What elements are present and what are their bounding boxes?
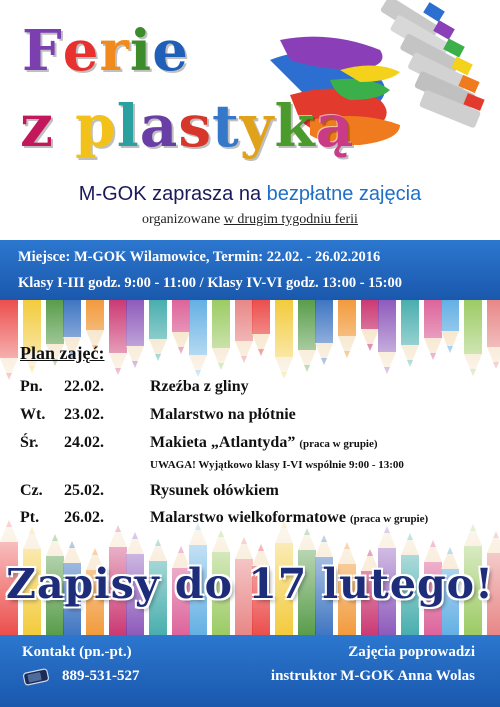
title-letter: a bbox=[139, 92, 179, 160]
title-letter: e bbox=[152, 18, 189, 84]
title-line-2 bbox=[20, 92, 354, 160]
instructor-intro: Zajęcia poprowadzi bbox=[348, 644, 475, 660]
schedule-date: 25.02. bbox=[64, 482, 104, 499]
schedule-day: Pn. bbox=[20, 378, 43, 395]
schedule-date: 26.02. bbox=[64, 509, 104, 526]
schedule-date: 22.02. bbox=[64, 378, 104, 395]
info-location-dates: Miejsce: M-GOK Wilamowice, Termin: 22.02. - 26.02.2016 bbox=[18, 249, 381, 265]
info-bar bbox=[0, 240, 500, 300]
schedule-activity-name: Makieta „Atlantyda” bbox=[150, 434, 296, 451]
instructor-name: instruktor M-GOK Anna Wolas bbox=[270, 668, 475, 684]
phone-number[interactable]: 889-531-527 bbox=[62, 668, 140, 684]
schedule-day: Wt. bbox=[20, 406, 46, 423]
schedule-day: Cz. bbox=[20, 482, 43, 499]
schedule-activity bbox=[150, 509, 428, 527]
footer-bar bbox=[0, 635, 500, 707]
title-letter bbox=[54, 92, 75, 160]
plan-heading: Plan zajęć: bbox=[20, 343, 105, 363]
title-letter: F bbox=[22, 18, 63, 84]
title-letter: p bbox=[75, 92, 117, 160]
phone-icon bbox=[22, 668, 50, 686]
title-letter: s bbox=[178, 92, 212, 160]
title-letter: t bbox=[212, 92, 240, 160]
contact-label: Kontakt (pn.-pt.) bbox=[22, 644, 132, 660]
schedule-activity: Malarstwo na płótnie bbox=[150, 406, 296, 423]
schedule-warning: UWAGA! Wyjątkowo klasy I-VI wspólnie 9:00 - 13:00 bbox=[150, 459, 404, 471]
info-class-hours: Klasy I-III godz. 9:00 - 11:00 / Klasy IV-VI godz. 13:00 - 15:00 bbox=[18, 275, 402, 291]
tubes-group bbox=[380, 0, 485, 129]
schedule-activity: Rzeźba z gliny bbox=[150, 378, 249, 395]
schedule-group-note: (praca w grupie) bbox=[349, 513, 429, 525]
title-letter: i bbox=[129, 18, 153, 84]
invite-organised: organizowane bbox=[142, 212, 221, 227]
invite-highlight: bezpłatne zajęcia bbox=[266, 183, 422, 205]
title-line-1 bbox=[22, 18, 189, 84]
schedule-activity: Rysunek ołówkiem bbox=[150, 482, 279, 499]
invite-underlined-week: w drugim tygodniu ferii bbox=[223, 212, 358, 227]
schedule-day: Pt. bbox=[20, 509, 40, 526]
signup-deadline: Zapisy do 17 lutego! bbox=[6, 560, 494, 608]
title-letter: e bbox=[62, 18, 100, 84]
title-letter: r bbox=[99, 18, 130, 84]
schedule-group-note: (praca w grupie) bbox=[299, 438, 378, 450]
schedule-date: 23.02. bbox=[64, 406, 104, 423]
invite-text: M-GOK zaprasza na bbox=[78, 183, 262, 205]
schedule-activity bbox=[150, 434, 378, 452]
schedule-date: 24.02. bbox=[64, 434, 104, 451]
title-letter: k bbox=[274, 92, 316, 160]
invite-line-2 bbox=[0, 212, 500, 228]
invite-line-1 bbox=[0, 183, 500, 206]
title-letter: z bbox=[20, 92, 54, 160]
title-letter: y bbox=[239, 92, 275, 160]
title-letter: ą bbox=[315, 92, 355, 160]
title-letter: l bbox=[116, 92, 140, 160]
schedule-activity-name: Malarstwo wielkoformatowe bbox=[150, 509, 346, 526]
schedule-day: Śr. bbox=[20, 434, 39, 451]
